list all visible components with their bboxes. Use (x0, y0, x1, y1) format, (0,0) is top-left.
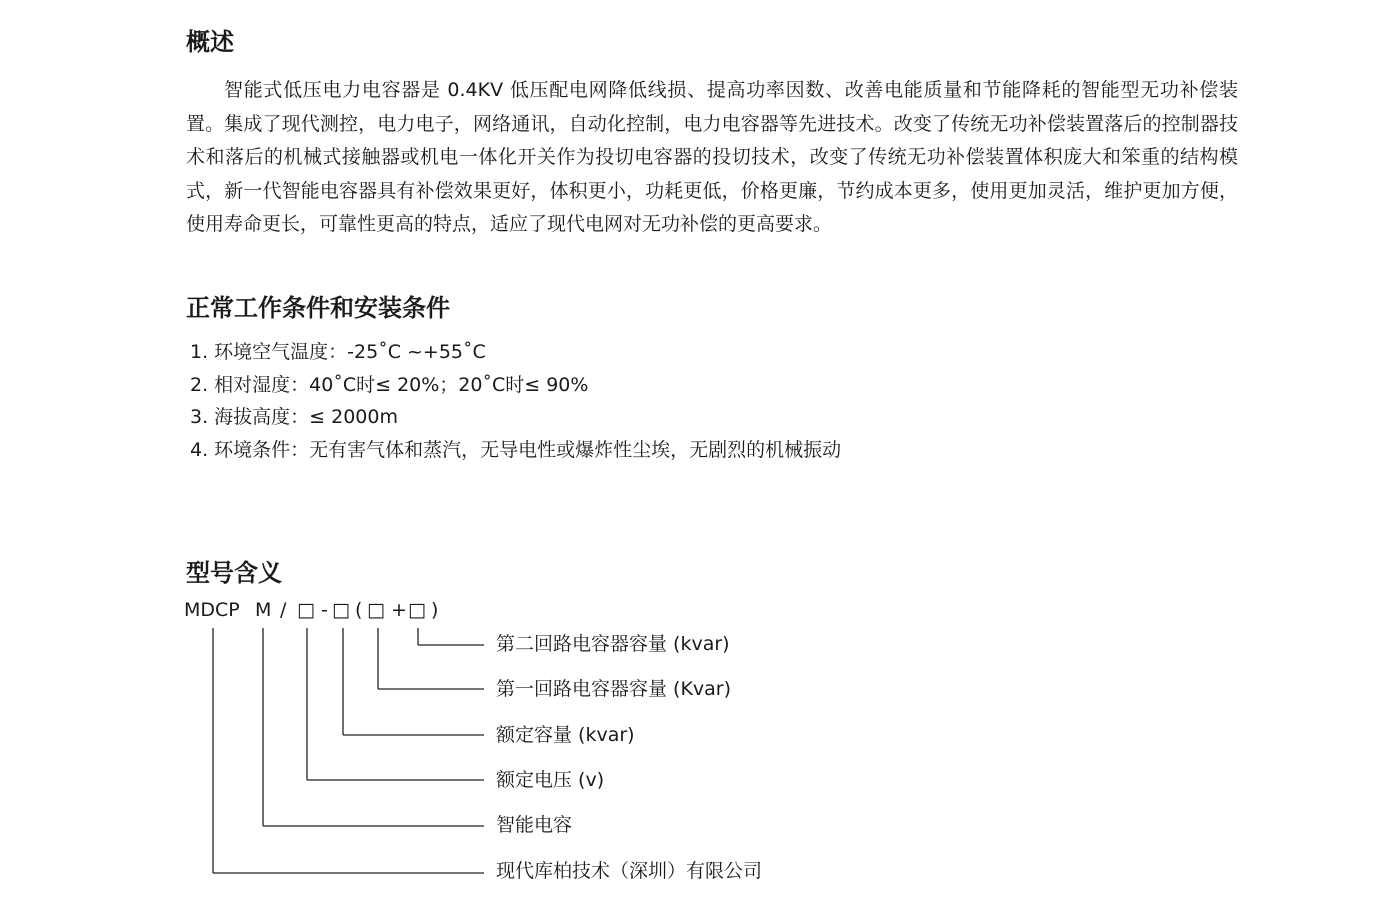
label-rated-voltage: 额定电压 (v) (496, 769, 605, 791)
label-circuit2-capacity: 第二回路电容器容量 (kvar) (496, 633, 730, 655)
label-smart-capacitor: 智能电容 (496, 814, 573, 836)
code-left-paren: ( (355, 599, 363, 621)
code-circuit2-box: □ (408, 599, 426, 621)
code-capacity-box: □ (332, 599, 350, 621)
code-dash: - (321, 599, 328, 621)
model-title: 型号含义 (186, 559, 282, 587)
condition-item-temperature: 1. 环境空气温度：-25˚C ~+55˚C (190, 341, 486, 363)
code-m: M (255, 599, 272, 621)
label-circuit1-capacity: 第一回路电容器容量 (Kvar) (496, 678, 732, 700)
code-right-paren: ) (431, 599, 439, 621)
label-company: 现代库柏技术（深圳）有限公司 (496, 860, 763, 882)
overview-paragraph: 智能式低压电力电容器是 0.4KV 低压配电网降低线损、提高功率因数、改善电能质量和节能降耗的智能型无功补偿装置。集成了现代测控，电力电子，网络通讯，自动化控制，电力电容器等先进技术。改变了传统无功补偿装置落后的控制器技术和落后的机械式接触器或机电一体化开关作为投切电容器的投切技术，改变了传统无功补偿装置体积庞大和笨重的结构模式，新一代智能电容器具有补偿效果更好，体积更小，功耗更低，价格更廉，节约成本更多，使用更加灵活，维护更加方便，使用寿命更长，可靠性更高的特点，适应了现代电网对无功补偿的更高要求。 (186, 79, 1238, 235)
conditions-list (190, 336, 841, 466)
condition-item-environment: 4. 环境条件：无有害气体和蒸汽，无导电性或爆炸性尘埃，无剧烈的机械振动 (190, 438, 842, 461)
overview-title: 概述 (186, 28, 234, 56)
code-prefix: MDCP (184, 599, 240, 621)
condition-item-altitude: 3. 海拔高度：≤ 2000m (190, 406, 398, 428)
condition-item-humidity: 2. 相对湿度：40˚C时≤ 20%；20˚C时≤ 90% (190, 373, 589, 396)
conditions-title: 正常工作条件和安装条件 (186, 294, 450, 322)
code-voltage-box: □ (297, 599, 315, 621)
label-rated-capacity: 额定容量 (kvar) (496, 724, 635, 746)
code-slash: / (280, 599, 287, 621)
code-circuit1-box: □ (367, 599, 385, 621)
code-plus: + (391, 599, 407, 621)
